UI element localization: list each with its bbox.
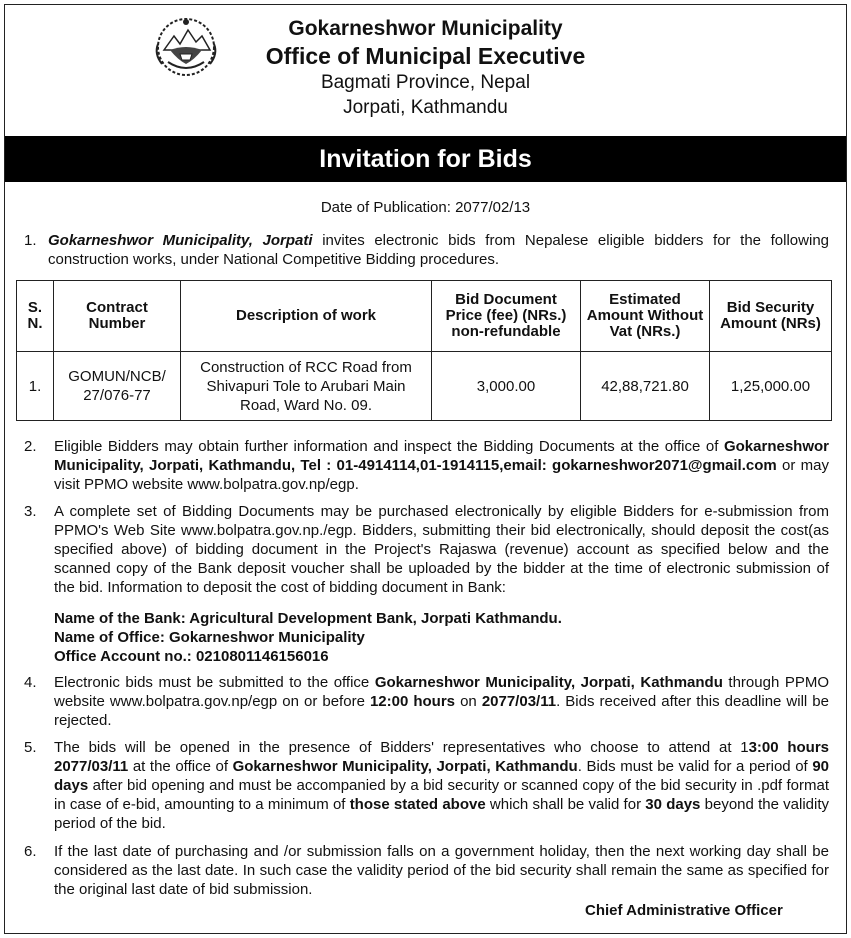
paragraph-text: . Bids must be valid for a period of: [577, 758, 813, 775]
header-description: Description of work: [181, 281, 432, 352]
table-row: [17, 352, 832, 421]
cell-sn: 1.: [17, 352, 54, 421]
province-line: Bagmati Province, Nepal: [320, 72, 531, 93]
paragraph-text: Eligible Bidders may obtain further information and inspect the Bidding Documents at the office of: [54, 438, 724, 455]
cell-bid-security: 1,25,000.00: [710, 352, 832, 421]
bold-time: 12:00 hours: [369, 693, 456, 710]
bold-minimum: those stated above: [349, 796, 486, 813]
paragraph-2: [24, 437, 829, 494]
cell-description: Construction of RCC Road from Shivapuri Tole to Arubari Main Road, Ward No. 09.: [181, 352, 432, 421]
paragraph-5: [24, 738, 829, 833]
cell-estimated-amount: 42,88,721.80: [581, 352, 710, 421]
office-name-line: Name of Office: Gokarneshwor Municipality: [54, 629, 365, 646]
bold-security-validity: 30 days: [645, 796, 701, 813]
bold-validity: 90 days: [54, 758, 829, 794]
signatory-title: Chief Administrative Officer: [585, 902, 783, 919]
paragraph-text: A complete set of Bidding Documents may be purchased electronically by eligible Bidders for e-submission from PPMO's Web Site www.bolpatra.gov.np./egp. Bidders, submitting their bid electronically, should deposit the cost(as specified above) of bidding document in the Project's Rajaswa (revenue) account as specified below and the scanned copy of the Bank deposit voucher shall be uploaded by the bidder at the time of electronic submission of the bid. Information to deposit the cost of bidding document in Bank:: [54, 503, 829, 596]
paragraph-1: [24, 231, 829, 269]
paragraph-text: beyond the validity period of the bid.: [54, 796, 830, 832]
bank-name: Name of the Bank: Agricultural Development Bank, Jorpati Kathmandu.: [54, 610, 562, 627]
paragraph-text: which shall be valid for: [485, 796, 646, 813]
paragraph-number: 2.: [24, 438, 37, 455]
paragraph-text: through PPMO website www.bolpatra.gov.np/egp on or before: [54, 674, 829, 710]
paragraph-number: 3.: [24, 503, 37, 520]
paragraph-number: 4.: [24, 674, 37, 691]
cell-bid-document-price: 3,000.00: [432, 352, 581, 421]
paragraph-text: on: [455, 693, 482, 710]
location-line: Jorpati, Kathmandu: [343, 97, 508, 118]
paragraph-text: or may visit PPMO website www.bolpatra.gov.np/egp.: [54, 457, 829, 493]
header-estimated-amount: Estimated Amount Without Vat (NRs.): [581, 281, 710, 352]
header-contract-number: Contract Number: [54, 281, 181, 352]
bold-opening-time: 3:00 hours 2077/03/11: [54, 739, 829, 775]
paragraph-6: [24, 842, 829, 899]
letterhead: [0, 16, 851, 120]
bank-details: [54, 609, 562, 666]
municipality-name: Gokarneshwor Municipality: [288, 17, 563, 40]
paragraph-text: If the last date of purchasing and /or submission falls on a government holiday, then the next working day shall be considered as the last date. In such case the validity period of the bid security shall remain the same as specified for the original last date of bid submission.: [54, 843, 829, 898]
paragraph-4: [24, 673, 829, 730]
paragraph-text: after bid opening and must be accompanied by a bid security or scanned copy of the bid security in .pdf format in case of e-bid, amounting to a minimum of: [54, 777, 829, 813]
account-number: Office Account no.: 0210801146156016: [54, 648, 329, 665]
header-sn: S. N.: [17, 281, 54, 352]
paragraph-3: [24, 502, 829, 597]
paragraph-text: Electronic bids must be submitted to the office: [54, 674, 375, 691]
bold-contact: Gokarneshwor Municipality, Jorpati, Kathmandu, Tel : 01-4914114,01-1914115,email: gokarneshwor2071@gmail.com: [54, 438, 829, 474]
paragraph-text: at the office of: [128, 758, 233, 775]
bold-date: 2077/03/11: [481, 693, 557, 710]
publication-date: Date of Publication: 2077/02/13: [320, 199, 531, 216]
header-bid-document-price: Bid Document Price (fee) (NRs.) non-refundable: [432, 281, 581, 352]
header-bid-security: Bid Security Amount (NRs): [710, 281, 832, 352]
bold-office: Gokarneshwor Municipality, Jorpati, Kathmandu: [374, 674, 723, 691]
invitation-banner: Invitation for Bids: [5, 136, 846, 182]
table-header-row: [17, 281, 832, 352]
paragraph-text: . Bids received after this deadline will be rejected.: [54, 693, 829, 729]
paragraph-text: invites electronic bids from Nepalese eligible bidders for the following construction works, under National Competitive Bidding procedures.: [48, 232, 829, 268]
bold-lead: Gokarneshwor Municipality, Jorpati: [48, 232, 313, 249]
cell-contract-number: GOMUN/NCB/ 27/076-77: [54, 352, 181, 421]
bid-table: [16, 280, 832, 421]
office-name: Office of Municipal Executive: [265, 43, 586, 69]
bold-office: Gokarneshwor Municipality, Jorpati, Kathmandu: [232, 758, 578, 775]
paragraph-text: The bids will be opened in the presence of Bidders' representatives who choose to attend at 1: [54, 739, 749, 756]
paragraph-number: 5.: [24, 739, 37, 756]
paragraph-number: 6.: [24, 843, 37, 860]
paragraph-number: 1.: [24, 232, 37, 249]
